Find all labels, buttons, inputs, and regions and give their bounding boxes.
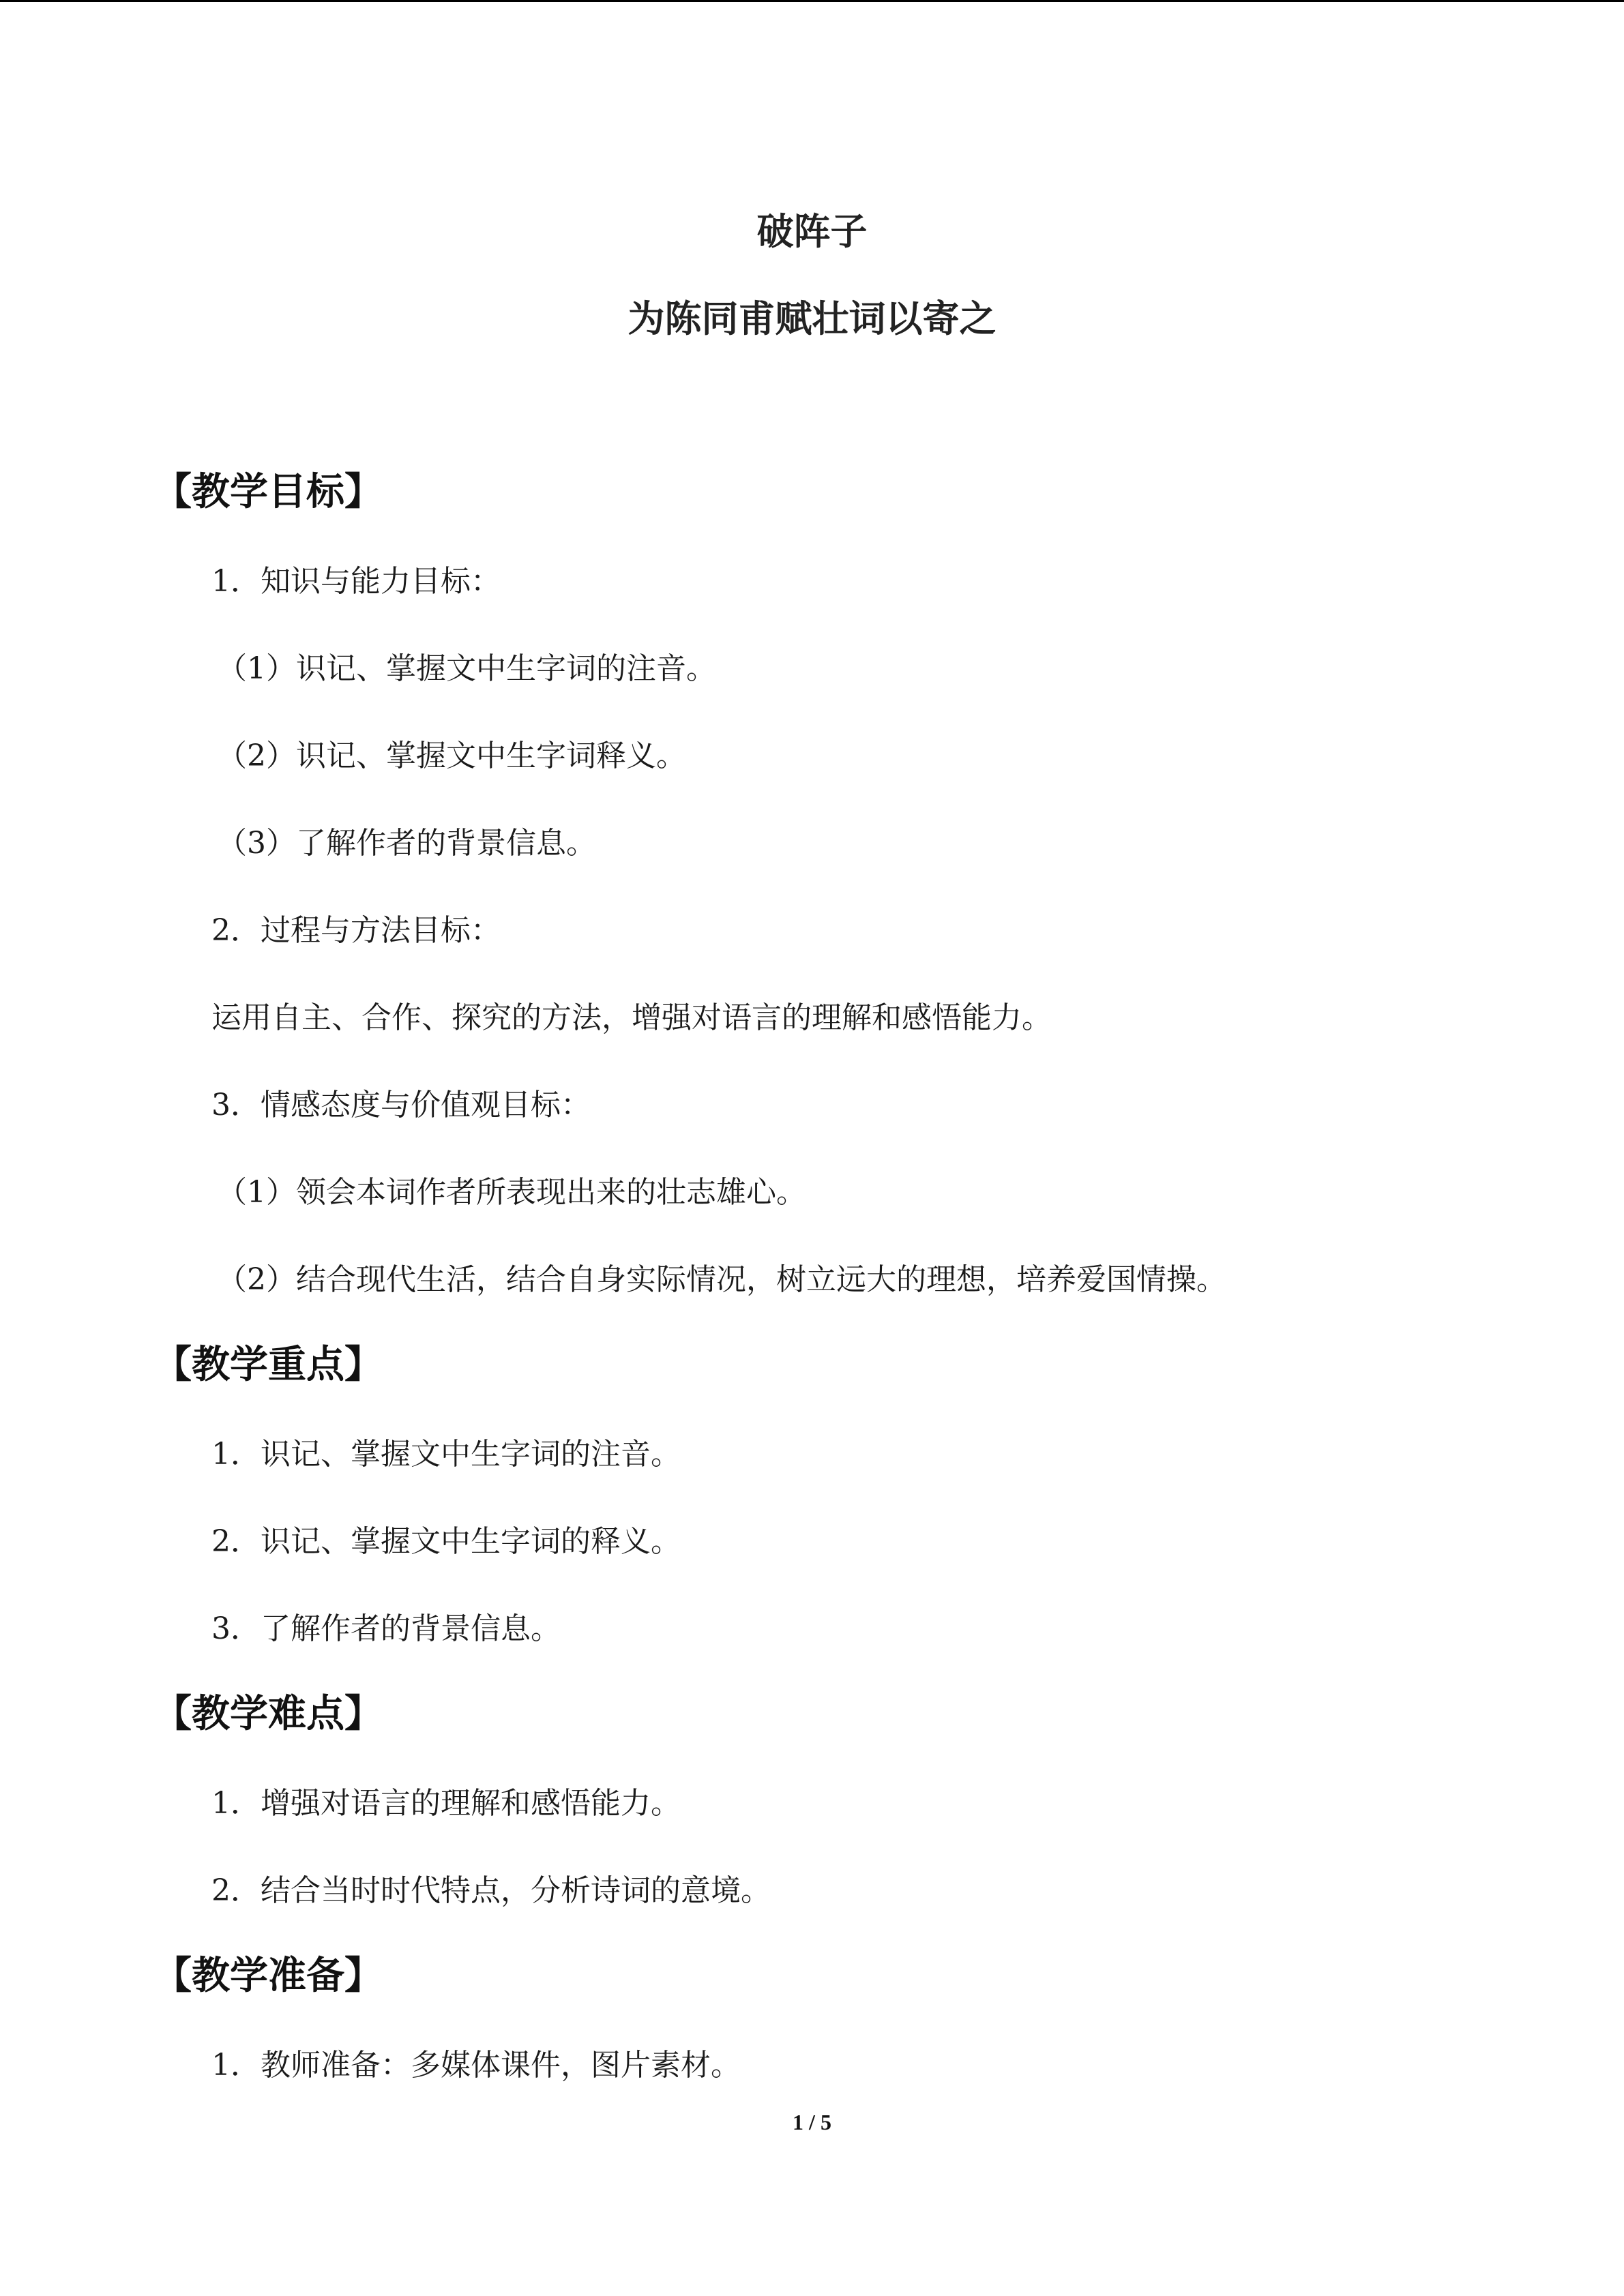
page-number: 1 / 5 [793, 2110, 831, 2134]
document-title: 破阵子 [756, 210, 868, 253]
key-point-line: 2．识记、掌握文中生字词的释义。 [211, 1524, 681, 1559]
objective-line: 3．情感态度与价值观目标： [211, 1088, 591, 1122]
objective-line: 2．过程与方法目标： [211, 913, 501, 948]
objective-line: （1）识记、掌握文中生字词的注音。 [217, 651, 716, 686]
section-heading-preparation: 【教学准备】 [153, 1954, 383, 1998]
page-top-border [0, 0, 1624, 2]
objective-line: （2）结合现代生活，结合自身实际情况，树立远大的理想，培养爱国情操。 [217, 1262, 1226, 1297]
key-point-line: 1．识记、掌握文中生字词的注音。 [211, 1437, 681, 1472]
difficulty-line: 2．结合当时时代特点，分析诗词的意境。 [211, 1873, 771, 1908]
objective-line: 1．知识与能力目标： [211, 564, 501, 599]
objective-line: （2）识记、掌握文中生字词释义。 [217, 739, 686, 773]
preparation-line: 1．教师准备：多媒体课件，图片素材。 [211, 2048, 741, 2083]
section-heading-difficulties: 【教学难点】 [153, 1692, 383, 1736]
difficulty-line: 1．增强对语言的理解和感悟能力。 [211, 1786, 681, 1821]
section-heading-key-points: 【教学重点】 [153, 1343, 383, 1387]
objective-line: 运用自主、合作、探究的方法，增强对语言的理解和感悟能力。 [211, 1000, 1052, 1035]
objective-line: （1）领会本词作者所表现出来的壮志雄心。 [217, 1175, 806, 1210]
document-subtitle: 为陈同甫赋壮词以寄之 [628, 297, 996, 340]
section-heading-objectives: 【教学目标】 [153, 470, 383, 514]
key-point-line: 3．了解作者的背景信息。 [211, 1611, 561, 1646]
objective-line: （3）了解作者的背景信息。 [217, 826, 596, 861]
